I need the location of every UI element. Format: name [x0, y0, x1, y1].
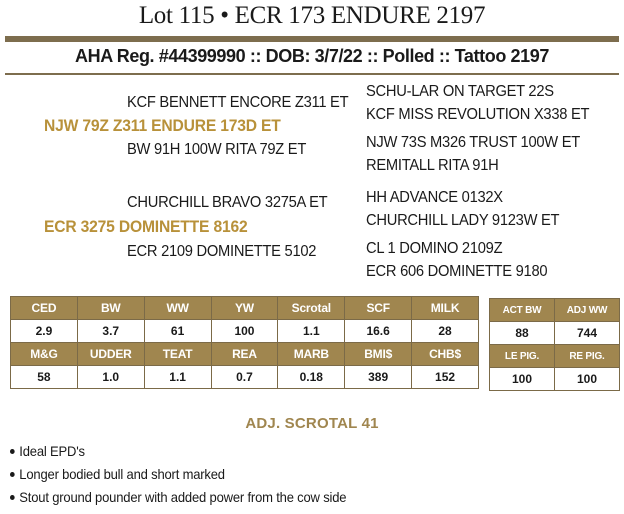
bullet-text: Longer bodied bull and short marked: [19, 466, 225, 482]
epd-value-row-2: [11, 366, 479, 389]
actuals-header: ACT BW: [490, 299, 555, 322]
pedigree-dam-sire: CHURCHILL BRAVO 3275A ET: [127, 194, 328, 211]
actuals-value: 100: [490, 368, 555, 391]
epd-value: 2.9: [11, 320, 78, 343]
actuals-value: 744: [555, 322, 620, 345]
actuals-header-row-1: [490, 299, 620, 322]
actuals-table: [489, 298, 620, 391]
actuals-value: 100: [555, 368, 620, 391]
epd-header: Scrotal: [278, 297, 345, 320]
pedigree-sire-sire: KCF BENNETT ENCORE Z311 ET: [127, 94, 349, 111]
epd-value: 0.7: [211, 366, 278, 389]
epd-value-row-1: [11, 320, 479, 343]
bullet-dot-icon: [10, 472, 15, 477]
lot-title: Lot 115 • ECR 173 ENDURE 2197: [138, 2, 486, 29]
pedigree-dam-dam-sire: CL 1 DOMINO 2109Z: [366, 240, 503, 257]
bullet-item: [10, 443, 85, 459]
registration-divider: [5, 73, 619, 75]
epd-value: 3.7: [77, 320, 144, 343]
bullet-item: [10, 466, 225, 482]
epd-value: 58: [11, 366, 78, 389]
epd-value: 1.1: [278, 320, 345, 343]
epd-header: MILK: [412, 297, 479, 320]
actuals-header: RE PIG.: [555, 345, 620, 368]
actuals-header: ADJ WW: [555, 299, 620, 322]
pedigree-dam: ECR 3275 DOMINETTE 8162: [44, 217, 248, 236]
bullet-text: Stout ground pounder with added power from the cow side: [19, 489, 347, 505]
epd-header: UDDER: [77, 343, 144, 366]
epd-header: BW: [77, 297, 144, 320]
bullet-dot-icon: [10, 449, 15, 454]
epd-value: 389: [345, 366, 412, 389]
pedigree-sire-dam-sire: NJW 73S M326 TRUST 100W ET: [366, 134, 580, 151]
actuals-value: 88: [490, 322, 555, 345]
adj-scrotal-label: ADJ. SCROTAL 41: [245, 415, 379, 432]
epd-header: SCF: [345, 297, 412, 320]
epd-header: MARB: [278, 343, 345, 366]
epd-header: WW: [144, 297, 211, 320]
pedigree-sire: NJW 79Z Z311 ENDURE 173D ET: [44, 116, 281, 135]
epd-header: TEAT: [144, 343, 211, 366]
bullet-text: Ideal EPD's: [19, 443, 85, 459]
epd-header: REA: [211, 343, 278, 366]
epd-value: 1.0: [77, 366, 144, 389]
epd-value: 100: [211, 320, 278, 343]
pedigree-sire-sire-sire: SCHU-LAR ON TARGET 22S: [366, 83, 554, 100]
epd-header: BMI$: [345, 343, 412, 366]
pedigree-sire-dam: BW 91H 100W RITA 79Z ET: [127, 141, 307, 158]
epd-value: 1.1: [144, 366, 211, 389]
epd-header-row-2: [11, 343, 479, 366]
pedigree-dam-dam: ECR 2109 DOMINETTE 5102: [127, 243, 317, 260]
pedigree-dam-sire-sire: HH ADVANCE 0132X: [366, 189, 503, 206]
pedigree-dam-dam-dam: ECR 606 DOMINETTE 9180: [366, 263, 548, 280]
actuals-value-row-1: [490, 322, 620, 345]
epd-value: 0.18: [278, 366, 345, 389]
epd-header: CED: [11, 297, 78, 320]
pedigree-dam-sire-dam: CHURCHILL LADY 9123W ET: [366, 212, 560, 229]
epd-value: 61: [144, 320, 211, 343]
epd-header: CHB$: [412, 343, 479, 366]
epd-header: YW: [211, 297, 278, 320]
bullet-dot-icon: [10, 495, 15, 500]
title-divider: [5, 36, 619, 42]
registration-line: AHA Reg. #44399990 :: DOB: 3/7/22 :: Polled :: Tattoo 2197: [75, 46, 549, 66]
bullet-item: [10, 489, 346, 505]
actuals-header-row-2: [490, 345, 620, 368]
epd-table: [10, 296, 479, 389]
actuals-value-row-2: [490, 368, 620, 391]
epd-value: 16.6: [345, 320, 412, 343]
epd-value: 28: [412, 320, 479, 343]
pedigree-sire-sire-dam: KCF MISS REVOLUTION X338 ET: [366, 106, 590, 123]
pedigree-sire-dam-dam: REMITALL RITA 91H: [366, 157, 499, 174]
epd-header: M&G: [11, 343, 78, 366]
epd-value: 152: [412, 366, 479, 389]
epd-header-row-1: [11, 297, 479, 320]
actuals-header: LE PIG.: [490, 345, 555, 368]
